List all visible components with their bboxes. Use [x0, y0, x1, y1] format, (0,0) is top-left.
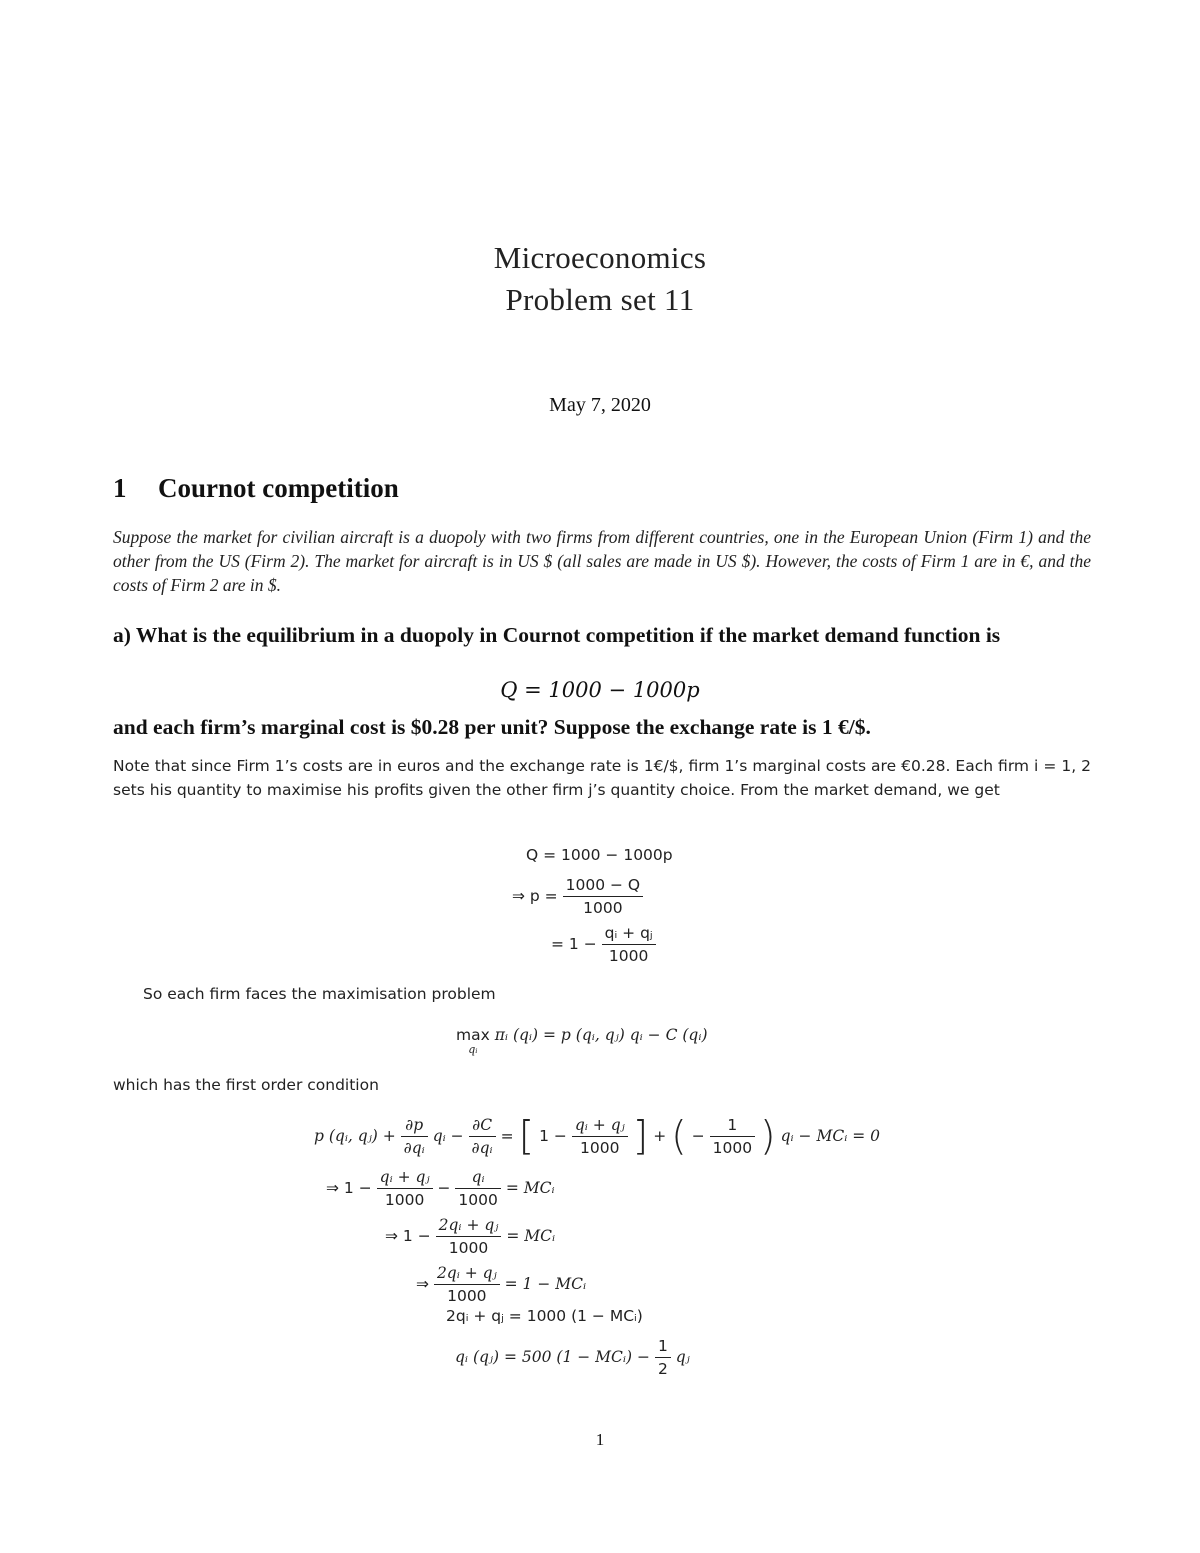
derivation-line3 [551, 922, 656, 967]
maximisation-intro: So each firm faces the maximisation problem [143, 985, 496, 1003]
foc-line1 [314, 1114, 880, 1159]
foc-term: qᵢ − MCᵢ = 0 [780, 1127, 881, 1145]
foc-term: qⱼ [675, 1348, 690, 1366]
foc-line6 [455, 1335, 690, 1380]
denominator: 1000 [608, 947, 649, 965]
foc-line3 [385, 1214, 555, 1259]
fraction [469, 1114, 496, 1159]
fraction [655, 1335, 671, 1380]
foc-term: = MCᵢ [505, 1179, 555, 1197]
denominator: 1000 [580, 1139, 620, 1157]
numerator: 1000 − Q [563, 874, 644, 897]
max-label: max [456, 1026, 490, 1044]
derivation-line3-lhs: = 1 − [551, 935, 597, 953]
maximisation-problem [456, 1026, 708, 1056]
numerator: qᵢ [455, 1166, 500, 1189]
fraction [572, 1114, 628, 1159]
max-expression: πᵢ (qᵢ) = p (qᵢ, qⱼ) qᵢ − C (qᵢ) [494, 1026, 708, 1044]
fraction [377, 1166, 433, 1211]
foc-term: = MCᵢ [506, 1227, 556, 1245]
section-title: Cournot competition [158, 473, 399, 503]
numerator: qᵢ + qⱼ [377, 1166, 433, 1189]
foc-line5: 2qᵢ + qⱼ = 1000 (1 − MCᵢ) [446, 1307, 643, 1325]
derivation-line1: Q = 1000 − 1000p [526, 846, 673, 864]
numerator: 1 [710, 1114, 755, 1137]
denominator: 1000 [448, 1239, 489, 1257]
numerator: 2qᵢ + qⱼ [434, 1262, 500, 1285]
derivation-line2 [512, 874, 643, 919]
foc-line2 [326, 1166, 555, 1211]
foc-intro: which has the first order condition [113, 1076, 379, 1094]
question-a-line2: and each firm’s marginal cost is $0.28 per unit? Suppose the exchange rate is 1 €/$. [113, 715, 871, 739]
foc-term: = 1 − MCᵢ [504, 1275, 587, 1293]
fraction [563, 874, 644, 919]
left-bracket: [ [518, 1113, 535, 1160]
denominator: 1000 [458, 1191, 498, 1209]
max-subscript: qᵢ [468, 1043, 478, 1056]
denominator: 1000 [583, 899, 623, 917]
right-bracket: ] [632, 1113, 649, 1160]
foc-term: + [653, 1127, 667, 1145]
max-operator [456, 1026, 490, 1056]
denominator: 1000 [384, 1191, 425, 1209]
right-paren: ) [760, 1113, 776, 1160]
denominator: ∂qᵢ [471, 1139, 493, 1157]
denominator: ∂qᵢ [403, 1139, 425, 1157]
numerator: ∂p [401, 1114, 428, 1137]
page-number: 1 [595, 1430, 605, 1449]
fraction [455, 1166, 500, 1211]
foc-term: ⇒ 1 − [385, 1227, 431, 1245]
demand-equation: Q = 1000 − 1000p [500, 678, 700, 702]
derivation-line2-lhs: ⇒ p = [512, 887, 558, 905]
foc-term: 1 − [539, 1127, 567, 1145]
denominator: 2 [657, 1360, 668, 1378]
foc-term: ⇒ 1 − [326, 1179, 372, 1197]
foc-term: − [437, 1179, 451, 1197]
foc-term: ⇒ [416, 1275, 429, 1293]
fraction [434, 1262, 500, 1307]
foc-line4 [416, 1262, 586, 1307]
denominator: 1000 [712, 1139, 753, 1157]
section-number: 1 [113, 473, 127, 503]
answer-note: Note that since Firm 1’s costs are in euros and the exchange rate is 1€/$, firm 1’s marginal costs are €0.28. Each firm i = 1, 2 sets his quantity to maximise his profits given the other firm j’s quantity choice. From the market demand, we get [113, 757, 1091, 799]
section-heading [113, 473, 399, 504]
numerator: 2qᵢ + qⱼ [436, 1214, 502, 1237]
problem-intro: Suppose the market for civilian aircraft is a duopoly with two firms from different countries, one in the European Union (Firm 1) and the other from the US (Firm 2). The market for aircraft is in US $ (all sales are made in US $). However, the costs of Firm 1 are in €, and the costs of Firm 2 are in $. [113, 527, 1091, 595]
foc-term: qᵢ (qⱼ) = 500 (1 − MCᵢ) − [455, 1348, 650, 1366]
fraction [436, 1214, 502, 1259]
fraction [602, 922, 656, 967]
denominator: 1000 [447, 1287, 487, 1305]
foc-term: − [691, 1127, 705, 1145]
foc-term: = [500, 1127, 514, 1145]
foc-term: p (qᵢ, qⱼ) + [314, 1127, 396, 1145]
fraction [401, 1114, 428, 1159]
fraction [710, 1114, 755, 1159]
document-subtitle: Problem set 11 [505, 282, 695, 317]
document-date: May 7, 2020 [549, 394, 651, 416]
numerator: qᵢ + qⱼ [602, 922, 656, 945]
question-a-line1: a) What is the equilibrium in a duopoly in Cournot competition if the market demand function is [113, 623, 1001, 647]
left-paren: ( [671, 1113, 687, 1160]
foc-term: qᵢ − [432, 1127, 464, 1145]
numerator: ∂C [469, 1114, 496, 1137]
document-title: Microeconomics [493, 240, 707, 275]
numerator: qᵢ + qⱼ [572, 1114, 628, 1137]
numerator: 1 [655, 1335, 671, 1358]
